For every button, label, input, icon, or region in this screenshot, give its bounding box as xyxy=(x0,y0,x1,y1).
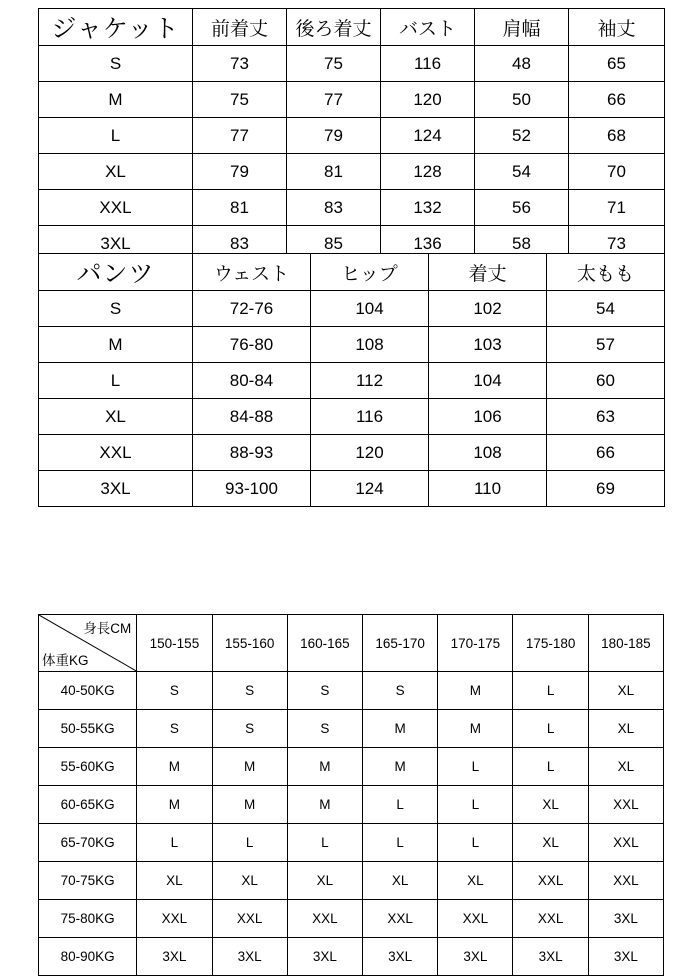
recommended-size: S xyxy=(212,672,287,710)
cell-value: 81 xyxy=(287,154,381,190)
cell-value: 124 xyxy=(311,471,429,507)
cell-value: 65 xyxy=(569,46,665,82)
row-size-label: 3XL xyxy=(39,471,193,507)
cell-value: 85 xyxy=(287,226,381,262)
recommended-size: L xyxy=(287,824,362,862)
cell-value: 73 xyxy=(193,46,287,82)
table-row xyxy=(39,363,665,399)
recommended-size: M xyxy=(137,748,212,786)
cell-value: 84-88 xyxy=(193,399,311,435)
cell-value: 88-93 xyxy=(193,435,311,471)
recommended-size: 3XL xyxy=(212,938,287,976)
cell-value: 110 xyxy=(429,471,547,507)
recommended-size: L xyxy=(513,672,588,710)
table-row xyxy=(39,435,665,471)
recommended-size: XXL xyxy=(438,900,513,938)
recommended-size: XL xyxy=(137,862,212,900)
table-row xyxy=(39,327,665,363)
weight-range-label: 75-80KG xyxy=(39,900,137,938)
recommended-size: L xyxy=(513,710,588,748)
recommended-size: XXL xyxy=(588,824,663,862)
recommended-size: 3XL xyxy=(438,938,513,976)
cell-value: 66 xyxy=(547,435,665,471)
cell-value: 112 xyxy=(311,363,429,399)
table-row xyxy=(39,672,664,710)
table-header-row xyxy=(39,615,664,672)
cell-value: 52 xyxy=(475,118,569,154)
pants-size-table xyxy=(38,253,665,507)
column-header-hip: ヒップ xyxy=(311,254,429,291)
recommended-size: M xyxy=(363,710,438,748)
cell-value: 83 xyxy=(287,190,381,226)
recommended-size: XXL xyxy=(287,900,362,938)
pants-category-label: パンツ xyxy=(39,254,193,291)
cell-value: 80-84 xyxy=(193,363,311,399)
table-row xyxy=(39,748,664,786)
table-row xyxy=(39,862,664,900)
cell-value: 102 xyxy=(429,291,547,327)
table-row xyxy=(39,46,665,82)
cell-value: 56 xyxy=(475,190,569,226)
recommended-size: 3XL xyxy=(137,938,212,976)
cell-value: 58 xyxy=(475,226,569,262)
row-size-label: XL xyxy=(39,154,193,190)
cell-value: 128 xyxy=(381,154,475,190)
cell-value: 132 xyxy=(381,190,475,226)
cell-value: 83 xyxy=(193,226,287,262)
cell-value: 81 xyxy=(193,190,287,226)
recommended-size: L xyxy=(363,786,438,824)
table-row xyxy=(39,938,664,976)
recommended-size: XL xyxy=(588,748,663,786)
table-row xyxy=(39,471,665,507)
cell-value: 69 xyxy=(547,471,665,507)
table-row xyxy=(39,154,665,190)
weight-range-label: 40-50KG xyxy=(39,672,137,710)
cell-value: 75 xyxy=(287,46,381,82)
cell-value: 93-100 xyxy=(193,471,311,507)
size-recommendation-table xyxy=(38,614,664,976)
height-range-header: 165-170 xyxy=(363,615,438,672)
weight-range-label: 55-60KG xyxy=(39,748,137,786)
recommended-size: 3XL xyxy=(588,900,663,938)
recommended-size: L xyxy=(438,748,513,786)
cell-value: 116 xyxy=(311,399,429,435)
row-size-label: XL xyxy=(39,399,193,435)
recommended-size: M xyxy=(363,748,438,786)
height-axis-label: 身長CM xyxy=(83,621,132,636)
axis-corner-cell xyxy=(39,615,137,672)
weight-range-label: 65-70KG xyxy=(39,824,137,862)
cell-value: 70 xyxy=(569,154,665,190)
recommended-size: XXL xyxy=(588,862,663,900)
recommended-size: M xyxy=(137,786,212,824)
column-header-length: 着丈 xyxy=(429,254,547,291)
weight-range-label: 50-55KG xyxy=(39,710,137,748)
row-size-label: L xyxy=(39,363,193,399)
recommended-size: M xyxy=(438,710,513,748)
table-row xyxy=(39,710,664,748)
recommended-size: 3XL xyxy=(513,938,588,976)
column-header-front-length: 前着丈 xyxy=(193,9,287,46)
row-size-label: XXL xyxy=(39,435,193,471)
cell-value: 76-80 xyxy=(193,327,311,363)
height-range-header: 175-180 xyxy=(513,615,588,672)
row-size-label: M xyxy=(39,327,193,363)
recommended-size: S xyxy=(137,672,212,710)
column-header-shoulder: 肩幅 xyxy=(475,9,569,46)
recommended-size: XXL xyxy=(212,900,287,938)
cell-value: 136 xyxy=(381,226,475,262)
weight-range-label: 60-65KG xyxy=(39,786,137,824)
jacket-category-label: ジャケット xyxy=(39,9,193,46)
jacket-size-table xyxy=(38,8,665,262)
cell-value: 116 xyxy=(381,46,475,82)
cell-value: 66 xyxy=(569,82,665,118)
cell-value: 54 xyxy=(475,154,569,190)
cell-value: 48 xyxy=(475,46,569,82)
cell-value: 63 xyxy=(547,399,665,435)
recommended-size: S xyxy=(212,710,287,748)
weight-axis-label: 体重KG xyxy=(42,653,89,668)
recommended-size: XL xyxy=(438,862,513,900)
recommended-size: XL xyxy=(588,672,663,710)
row-size-label: XXL xyxy=(39,190,193,226)
cell-value: 120 xyxy=(381,82,475,118)
recommended-size: L xyxy=(513,748,588,786)
table-row xyxy=(39,118,665,154)
recommended-size: L xyxy=(212,824,287,862)
table-row xyxy=(39,786,664,824)
column-header-thigh: 太もも xyxy=(547,254,665,291)
recommended-size: S xyxy=(137,710,212,748)
table-row xyxy=(39,291,665,327)
cell-value: 50 xyxy=(475,82,569,118)
height-range-header: 180-185 xyxy=(588,615,663,672)
cell-value: 108 xyxy=(429,435,547,471)
cell-value: 77 xyxy=(193,118,287,154)
recommended-size: L xyxy=(438,824,513,862)
recommended-size: L xyxy=(438,786,513,824)
row-size-label: L xyxy=(39,118,193,154)
cell-value: 77 xyxy=(287,82,381,118)
recommended-size: S xyxy=(287,710,362,748)
recommended-size: XL xyxy=(287,862,362,900)
table-header-row xyxy=(39,254,665,291)
column-header-sleeve: 袖丈 xyxy=(569,9,665,46)
cell-value: 73 xyxy=(569,226,665,262)
cell-value: 54 xyxy=(547,291,665,327)
recommended-size: 3XL xyxy=(287,938,362,976)
recommended-size: M xyxy=(212,748,287,786)
recommended-size: M xyxy=(287,786,362,824)
weight-range-label: 80-90KG xyxy=(39,938,137,976)
table-row xyxy=(39,900,664,938)
table-header-row xyxy=(39,9,665,46)
height-range-header: 160-165 xyxy=(287,615,362,672)
weight-range-label: 70-75KG xyxy=(39,862,137,900)
row-size-label: S xyxy=(39,291,193,327)
cell-value: 124 xyxy=(381,118,475,154)
recommended-size: M xyxy=(212,786,287,824)
cell-value: 60 xyxy=(547,363,665,399)
recommended-size: XL xyxy=(588,710,663,748)
recommended-size: XXL xyxy=(513,862,588,900)
column-header-back-length: 後ろ着丈 xyxy=(287,9,381,46)
cell-value: 120 xyxy=(311,435,429,471)
row-size-label: S xyxy=(39,46,193,82)
cell-value: 57 xyxy=(547,327,665,363)
height-range-header: 170-175 xyxy=(438,615,513,672)
row-size-label: M xyxy=(39,82,193,118)
recommended-size: XL xyxy=(212,862,287,900)
recommended-size: XXL xyxy=(137,900,212,938)
table-row xyxy=(39,399,665,435)
cell-value: 71 xyxy=(569,190,665,226)
column-header-waist: ウェスト xyxy=(193,254,311,291)
cell-value: 106 xyxy=(429,399,547,435)
cell-value: 79 xyxy=(287,118,381,154)
table-row xyxy=(39,190,665,226)
cell-value: 108 xyxy=(311,327,429,363)
recommended-size: L xyxy=(137,824,212,862)
recommended-size: M xyxy=(287,748,362,786)
table-row xyxy=(39,824,664,862)
cell-value: 75 xyxy=(193,82,287,118)
recommended-size: L xyxy=(363,824,438,862)
recommended-size: XL xyxy=(513,824,588,862)
recommended-size: XL xyxy=(363,862,438,900)
cell-value: 68 xyxy=(569,118,665,154)
recommended-size: XL xyxy=(513,786,588,824)
cell-value: 104 xyxy=(429,363,547,399)
cell-value: 72-76 xyxy=(193,291,311,327)
recommended-size: S xyxy=(363,672,438,710)
recommended-size: 3XL xyxy=(588,938,663,976)
recommended-size: M xyxy=(438,672,513,710)
height-range-header: 150-155 xyxy=(137,615,212,672)
row-size-label: 3XL xyxy=(39,226,193,262)
table-row xyxy=(39,82,665,118)
height-range-header: 155-160 xyxy=(212,615,287,672)
cell-value: 103 xyxy=(429,327,547,363)
recommended-size: 3XL xyxy=(363,938,438,976)
recommended-size: XXL xyxy=(588,786,663,824)
recommended-size: XXL xyxy=(513,900,588,938)
recommended-size: XXL xyxy=(363,900,438,938)
recommended-size: S xyxy=(287,672,362,710)
cell-value: 79 xyxy=(193,154,287,190)
column-header-bust: バスト xyxy=(381,9,475,46)
cell-value: 104 xyxy=(311,291,429,327)
